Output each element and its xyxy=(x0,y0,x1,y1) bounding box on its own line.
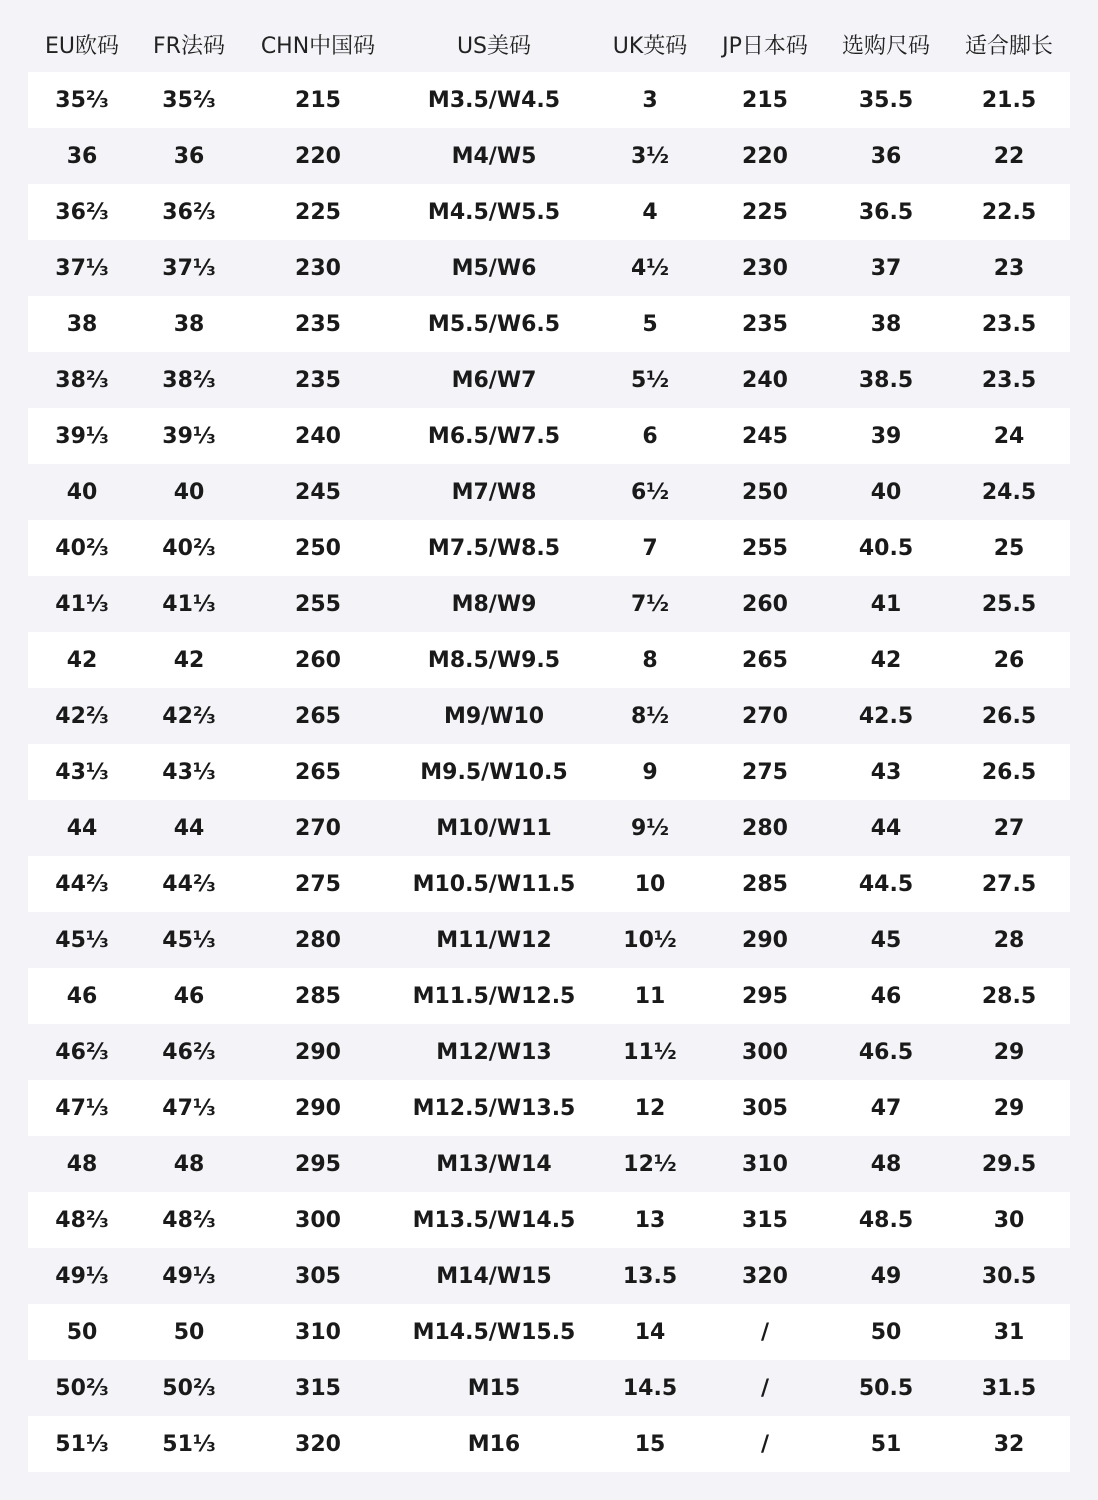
cell-us: M14.5/W15.5 xyxy=(412,1319,576,1345)
cell-selected-size: 48 xyxy=(870,1151,902,1177)
table-row xyxy=(28,1248,1070,1304)
table-row xyxy=(28,1192,1070,1248)
cell-us: M15 xyxy=(467,1375,521,1401)
cell-us: M4/W5 xyxy=(451,143,537,169)
cell-eu: 49⅓ xyxy=(55,1263,109,1289)
cell-chn: 270 xyxy=(295,815,341,841)
cell-selected-size: 40.5 xyxy=(858,535,914,561)
cell-fr: 50 xyxy=(173,1319,205,1345)
cell-jp: 305 xyxy=(742,1095,788,1121)
table-row xyxy=(28,240,1070,296)
cell-fr: 36⅔ xyxy=(162,199,216,225)
cell-selected-size: 51 xyxy=(870,1431,902,1457)
cell-chn: 220 xyxy=(295,143,341,169)
cell-eu: 50⅔ xyxy=(55,1375,109,1401)
cell-selected-size: 50.5 xyxy=(858,1375,914,1401)
cell-chn: 320 xyxy=(295,1431,341,1457)
cell-uk: 6 xyxy=(642,423,658,449)
cell-uk: 5 xyxy=(642,311,658,337)
cell-jp: 240 xyxy=(742,367,788,393)
cell-fr: 37⅓ xyxy=(162,255,216,281)
cell-uk: 7½ xyxy=(630,591,670,617)
cell-selected-size: 42.5 xyxy=(858,703,914,729)
cell-foot-length: 26.5 xyxy=(981,703,1037,729)
cell-chn: 230 xyxy=(295,255,341,281)
table-row xyxy=(28,1136,1070,1192)
cell-eu: 44 xyxy=(66,815,98,841)
size-chart-table xyxy=(28,16,1070,1472)
cell-chn: 290 xyxy=(295,1039,341,1065)
cell-us: M13/W14 xyxy=(436,1151,552,1177)
cell-foot-length: 27.5 xyxy=(981,871,1037,897)
cell-jp: 310 xyxy=(742,1151,788,1177)
cell-foot-length: 31 xyxy=(993,1319,1025,1345)
cell-uk: 13 xyxy=(634,1207,666,1233)
cell-fr: 48 xyxy=(173,1151,205,1177)
cell-selected-size: 44 xyxy=(870,815,902,841)
cell-foot-length: 22.5 xyxy=(981,199,1037,225)
cell-selected-size: 48.5 xyxy=(858,1207,914,1233)
cell-eu: 51⅓ xyxy=(55,1431,109,1457)
cell-chn: 235 xyxy=(295,311,341,337)
cell-chn: 315 xyxy=(295,1375,341,1401)
cell-fr: 39⅓ xyxy=(162,423,216,449)
cell-eu: 35⅔ xyxy=(55,87,109,113)
table-row xyxy=(28,464,1070,520)
cell-selected-size: 46.5 xyxy=(858,1039,914,1065)
header-eu: EU欧码 xyxy=(44,33,119,59)
cell-jp: 245 xyxy=(742,423,788,449)
cell-jp: / xyxy=(760,1319,770,1345)
cell-fr: 35⅔ xyxy=(162,87,216,113)
cell-fr: 38 xyxy=(173,311,205,337)
cell-foot-length: 27 xyxy=(993,815,1025,841)
table-row xyxy=(28,632,1070,688)
cell-uk: 4 xyxy=(642,199,658,225)
cell-fr: 50⅔ xyxy=(162,1375,216,1401)
cell-selected-size: 50 xyxy=(870,1319,902,1345)
cell-jp: / xyxy=(760,1375,770,1401)
cell-fr: 43⅓ xyxy=(162,759,216,785)
cell-eu: 45⅓ xyxy=(55,927,109,953)
cell-us: M7/W8 xyxy=(451,479,537,505)
cell-chn: 290 xyxy=(295,1095,341,1121)
cell-uk: 9½ xyxy=(630,815,670,841)
cell-chn: 285 xyxy=(295,983,341,1009)
cell-jp: 295 xyxy=(742,983,788,1009)
cell-uk: 12½ xyxy=(623,1151,677,1177)
cell-us: M11/W12 xyxy=(436,927,552,953)
cell-us: M3.5/W4.5 xyxy=(427,87,561,113)
cell-fr: 42 xyxy=(173,647,205,673)
cell-jp: 285 xyxy=(742,871,788,897)
cell-jp: 260 xyxy=(742,591,788,617)
table-row xyxy=(28,352,1070,408)
header-jp: JP日本码 xyxy=(722,33,808,59)
cell-fr: 45⅓ xyxy=(162,927,216,953)
cell-jp: / xyxy=(760,1431,770,1457)
cell-uk: 14 xyxy=(634,1319,666,1345)
table-row xyxy=(28,912,1070,968)
cell-selected-size: 35.5 xyxy=(858,87,914,113)
cell-chn: 235 xyxy=(295,367,341,393)
cell-selected-size: 39 xyxy=(870,423,902,449)
cell-chn: 250 xyxy=(295,535,341,561)
table-row xyxy=(28,128,1070,184)
cell-selected-size: 45 xyxy=(870,927,902,953)
table-row xyxy=(28,408,1070,464)
table-row xyxy=(28,1304,1070,1360)
cell-fr: 46 xyxy=(173,983,205,1009)
cell-jp: 280 xyxy=(742,815,788,841)
cell-foot-length: 31.5 xyxy=(981,1375,1037,1401)
table-row xyxy=(28,520,1070,576)
cell-foot-length: 23.5 xyxy=(981,311,1037,337)
cell-selected-size: 40 xyxy=(870,479,902,505)
table-row xyxy=(28,1360,1070,1416)
cell-jp: 225 xyxy=(742,199,788,225)
cell-foot-length: 29 xyxy=(993,1039,1025,1065)
cell-jp: 265 xyxy=(742,647,788,673)
cell-jp: 275 xyxy=(742,759,788,785)
cell-foot-length: 29 xyxy=(993,1095,1025,1121)
cell-uk: 6½ xyxy=(630,479,670,505)
cell-fr: 47⅓ xyxy=(162,1095,216,1121)
cell-us: M16 xyxy=(467,1431,521,1457)
cell-foot-length: 22 xyxy=(993,143,1025,169)
cell-uk: 12 xyxy=(634,1095,666,1121)
table-row xyxy=(28,1416,1070,1472)
table-row xyxy=(28,744,1070,800)
cell-eu: 42 xyxy=(66,647,98,673)
cell-us: M5/W6 xyxy=(451,255,537,281)
header-chn: CHN中国码 xyxy=(260,33,376,59)
cell-us: M12.5/W13.5 xyxy=(412,1095,576,1121)
cell-eu: 40 xyxy=(66,479,98,505)
cell-foot-length: 28 xyxy=(993,927,1025,953)
cell-uk: 10 xyxy=(634,871,666,897)
cell-fr: 49⅓ xyxy=(162,1263,216,1289)
cell-uk: 7 xyxy=(642,535,658,561)
cell-selected-size: 37 xyxy=(870,255,902,281)
cell-us: M10/W11 xyxy=(436,815,552,841)
cell-uk: 3½ xyxy=(630,143,670,169)
cell-eu: 36 xyxy=(66,143,98,169)
cell-foot-length: 25.5 xyxy=(981,591,1037,617)
cell-eu: 37⅓ xyxy=(55,255,109,281)
cell-eu: 44⅔ xyxy=(55,871,109,897)
cell-jp: 300 xyxy=(742,1039,788,1065)
cell-foot-length: 28.5 xyxy=(981,983,1037,1009)
cell-us: M9/W10 xyxy=(443,703,545,729)
cell-uk: 3 xyxy=(642,87,658,113)
cell-fr: 36 xyxy=(173,143,205,169)
cell-eu: 41⅓ xyxy=(55,591,109,617)
cell-foot-length: 26.5 xyxy=(981,759,1037,785)
cell-us: M4.5/W5.5 xyxy=(427,199,561,225)
cell-chn: 305 xyxy=(295,1263,341,1289)
cell-foot-length: 25 xyxy=(993,535,1025,561)
cell-us: M7.5/W8.5 xyxy=(427,535,561,561)
cell-fr: 48⅔ xyxy=(162,1207,216,1233)
cell-chn: 265 xyxy=(295,703,341,729)
cell-uk: 8 xyxy=(642,647,658,673)
cell-eu: 46⅔ xyxy=(55,1039,109,1065)
cell-eu: 36⅔ xyxy=(55,199,109,225)
cell-eu: 47⅓ xyxy=(55,1095,109,1121)
cell-selected-size: 43 xyxy=(870,759,902,785)
cell-foot-length: 24.5 xyxy=(981,479,1037,505)
table-row xyxy=(28,800,1070,856)
cell-chn: 225 xyxy=(295,199,341,225)
cell-fr: 44⅔ xyxy=(162,871,216,897)
table-row xyxy=(28,576,1070,632)
cell-uk: 4½ xyxy=(630,255,670,281)
cell-jp: 220 xyxy=(742,143,788,169)
cell-us: M9.5/W10.5 xyxy=(420,759,568,785)
cell-selected-size: 42 xyxy=(870,647,902,673)
cell-uk: 9 xyxy=(642,759,658,785)
table-row xyxy=(28,184,1070,240)
header-uk: UK英码 xyxy=(612,33,688,59)
cell-foot-length: 32 xyxy=(993,1431,1025,1457)
cell-us: M5.5/W6.5 xyxy=(427,311,561,337)
cell-us: M12/W13 xyxy=(436,1039,552,1065)
table-row xyxy=(28,688,1070,744)
cell-jp: 290 xyxy=(742,927,788,953)
cell-us: M6/W7 xyxy=(451,367,537,393)
cell-eu: 42⅔ xyxy=(55,703,109,729)
cell-uk: 8½ xyxy=(630,703,670,729)
cell-uk: 11½ xyxy=(623,1039,677,1065)
cell-fr: 40⅔ xyxy=(162,535,216,561)
cell-eu: 48 xyxy=(66,1151,98,1177)
header-selected-size: 选购尺码 xyxy=(841,33,930,59)
cell-eu: 38⅔ xyxy=(55,367,109,393)
cell-selected-size: 47 xyxy=(870,1095,902,1121)
cell-us: M10.5/W11.5 xyxy=(412,871,576,897)
cell-fr: 51⅓ xyxy=(162,1431,216,1457)
cell-jp: 230 xyxy=(742,255,788,281)
cell-us: M8.5/W9.5 xyxy=(427,647,561,673)
table-row xyxy=(28,296,1070,352)
cell-chn: 295 xyxy=(295,1151,341,1177)
cell-foot-length: 26 xyxy=(993,647,1025,673)
cell-eu: 38 xyxy=(66,311,98,337)
header-fr: FR法码 xyxy=(153,33,225,59)
table-row xyxy=(28,856,1070,912)
cell-chn: 255 xyxy=(295,591,341,617)
cell-eu: 50 xyxy=(66,1319,98,1345)
header-foot-length: 适合脚长 xyxy=(964,33,1053,59)
cell-chn: 275 xyxy=(295,871,341,897)
cell-us: M13.5/W14.5 xyxy=(412,1207,576,1233)
cell-us: M14/W15 xyxy=(436,1263,552,1289)
table-header-row xyxy=(28,16,1070,72)
cell-jp: 235 xyxy=(742,311,788,337)
cell-foot-length: 23.5 xyxy=(981,367,1037,393)
cell-selected-size: 38.5 xyxy=(858,367,914,393)
cell-chn: 215 xyxy=(295,87,341,113)
cell-eu: 43⅓ xyxy=(55,759,109,785)
cell-us: M6.5/W7.5 xyxy=(427,423,561,449)
cell-chn: 280 xyxy=(295,927,341,953)
cell-us: M8/W9 xyxy=(451,591,537,617)
cell-fr: 44 xyxy=(173,815,205,841)
cell-jp: 320 xyxy=(742,1263,788,1289)
cell-chn: 310 xyxy=(295,1319,341,1345)
cell-foot-length: 24 xyxy=(993,423,1025,449)
cell-selected-size: 36 xyxy=(870,143,902,169)
table-body xyxy=(28,72,1070,1472)
cell-us: M11.5/W12.5 xyxy=(412,983,576,1009)
table-row xyxy=(28,968,1070,1024)
cell-chn: 260 xyxy=(295,647,341,673)
cell-uk: 10½ xyxy=(623,927,677,953)
cell-eu: 48⅔ xyxy=(55,1207,109,1233)
cell-jp: 315 xyxy=(742,1207,788,1233)
cell-eu: 40⅔ xyxy=(55,535,109,561)
cell-foot-length: 21.5 xyxy=(981,87,1037,113)
cell-uk: 14.5 xyxy=(622,1375,678,1401)
header-us: US美码 xyxy=(456,33,532,59)
cell-selected-size: 41 xyxy=(870,591,902,617)
cell-chn: 300 xyxy=(295,1207,341,1233)
table-row xyxy=(28,72,1070,128)
cell-fr: 41⅓ xyxy=(162,591,216,617)
cell-jp: 215 xyxy=(742,87,788,113)
table-row xyxy=(28,1080,1070,1136)
cell-uk: 15 xyxy=(634,1431,666,1457)
cell-fr: 40 xyxy=(173,479,205,505)
cell-jp: 250 xyxy=(742,479,788,505)
cell-uk: 5½ xyxy=(630,367,670,393)
table-row xyxy=(28,1024,1070,1080)
cell-selected-size: 44.5 xyxy=(858,871,914,897)
cell-foot-length: 23 xyxy=(993,255,1025,281)
cell-uk: 13.5 xyxy=(622,1263,678,1289)
cell-chn: 265 xyxy=(295,759,341,785)
cell-chn: 245 xyxy=(295,479,341,505)
cell-fr: 46⅔ xyxy=(162,1039,216,1065)
cell-chn: 240 xyxy=(295,423,341,449)
cell-selected-size: 38 xyxy=(870,311,902,337)
cell-uk: 11 xyxy=(634,983,666,1009)
cell-jp: 255 xyxy=(742,535,788,561)
cell-foot-length: 30.5 xyxy=(981,1263,1037,1289)
cell-selected-size: 49 xyxy=(870,1263,902,1289)
cell-eu: 46 xyxy=(66,983,98,1009)
cell-selected-size: 36.5 xyxy=(858,199,914,225)
cell-eu: 39⅓ xyxy=(55,423,109,449)
cell-jp: 270 xyxy=(742,703,788,729)
cell-fr: 38⅔ xyxy=(162,367,216,393)
cell-foot-length: 30 xyxy=(993,1207,1025,1233)
cell-selected-size: 46 xyxy=(870,983,902,1009)
cell-foot-length: 29.5 xyxy=(981,1151,1037,1177)
cell-fr: 42⅔ xyxy=(162,703,216,729)
